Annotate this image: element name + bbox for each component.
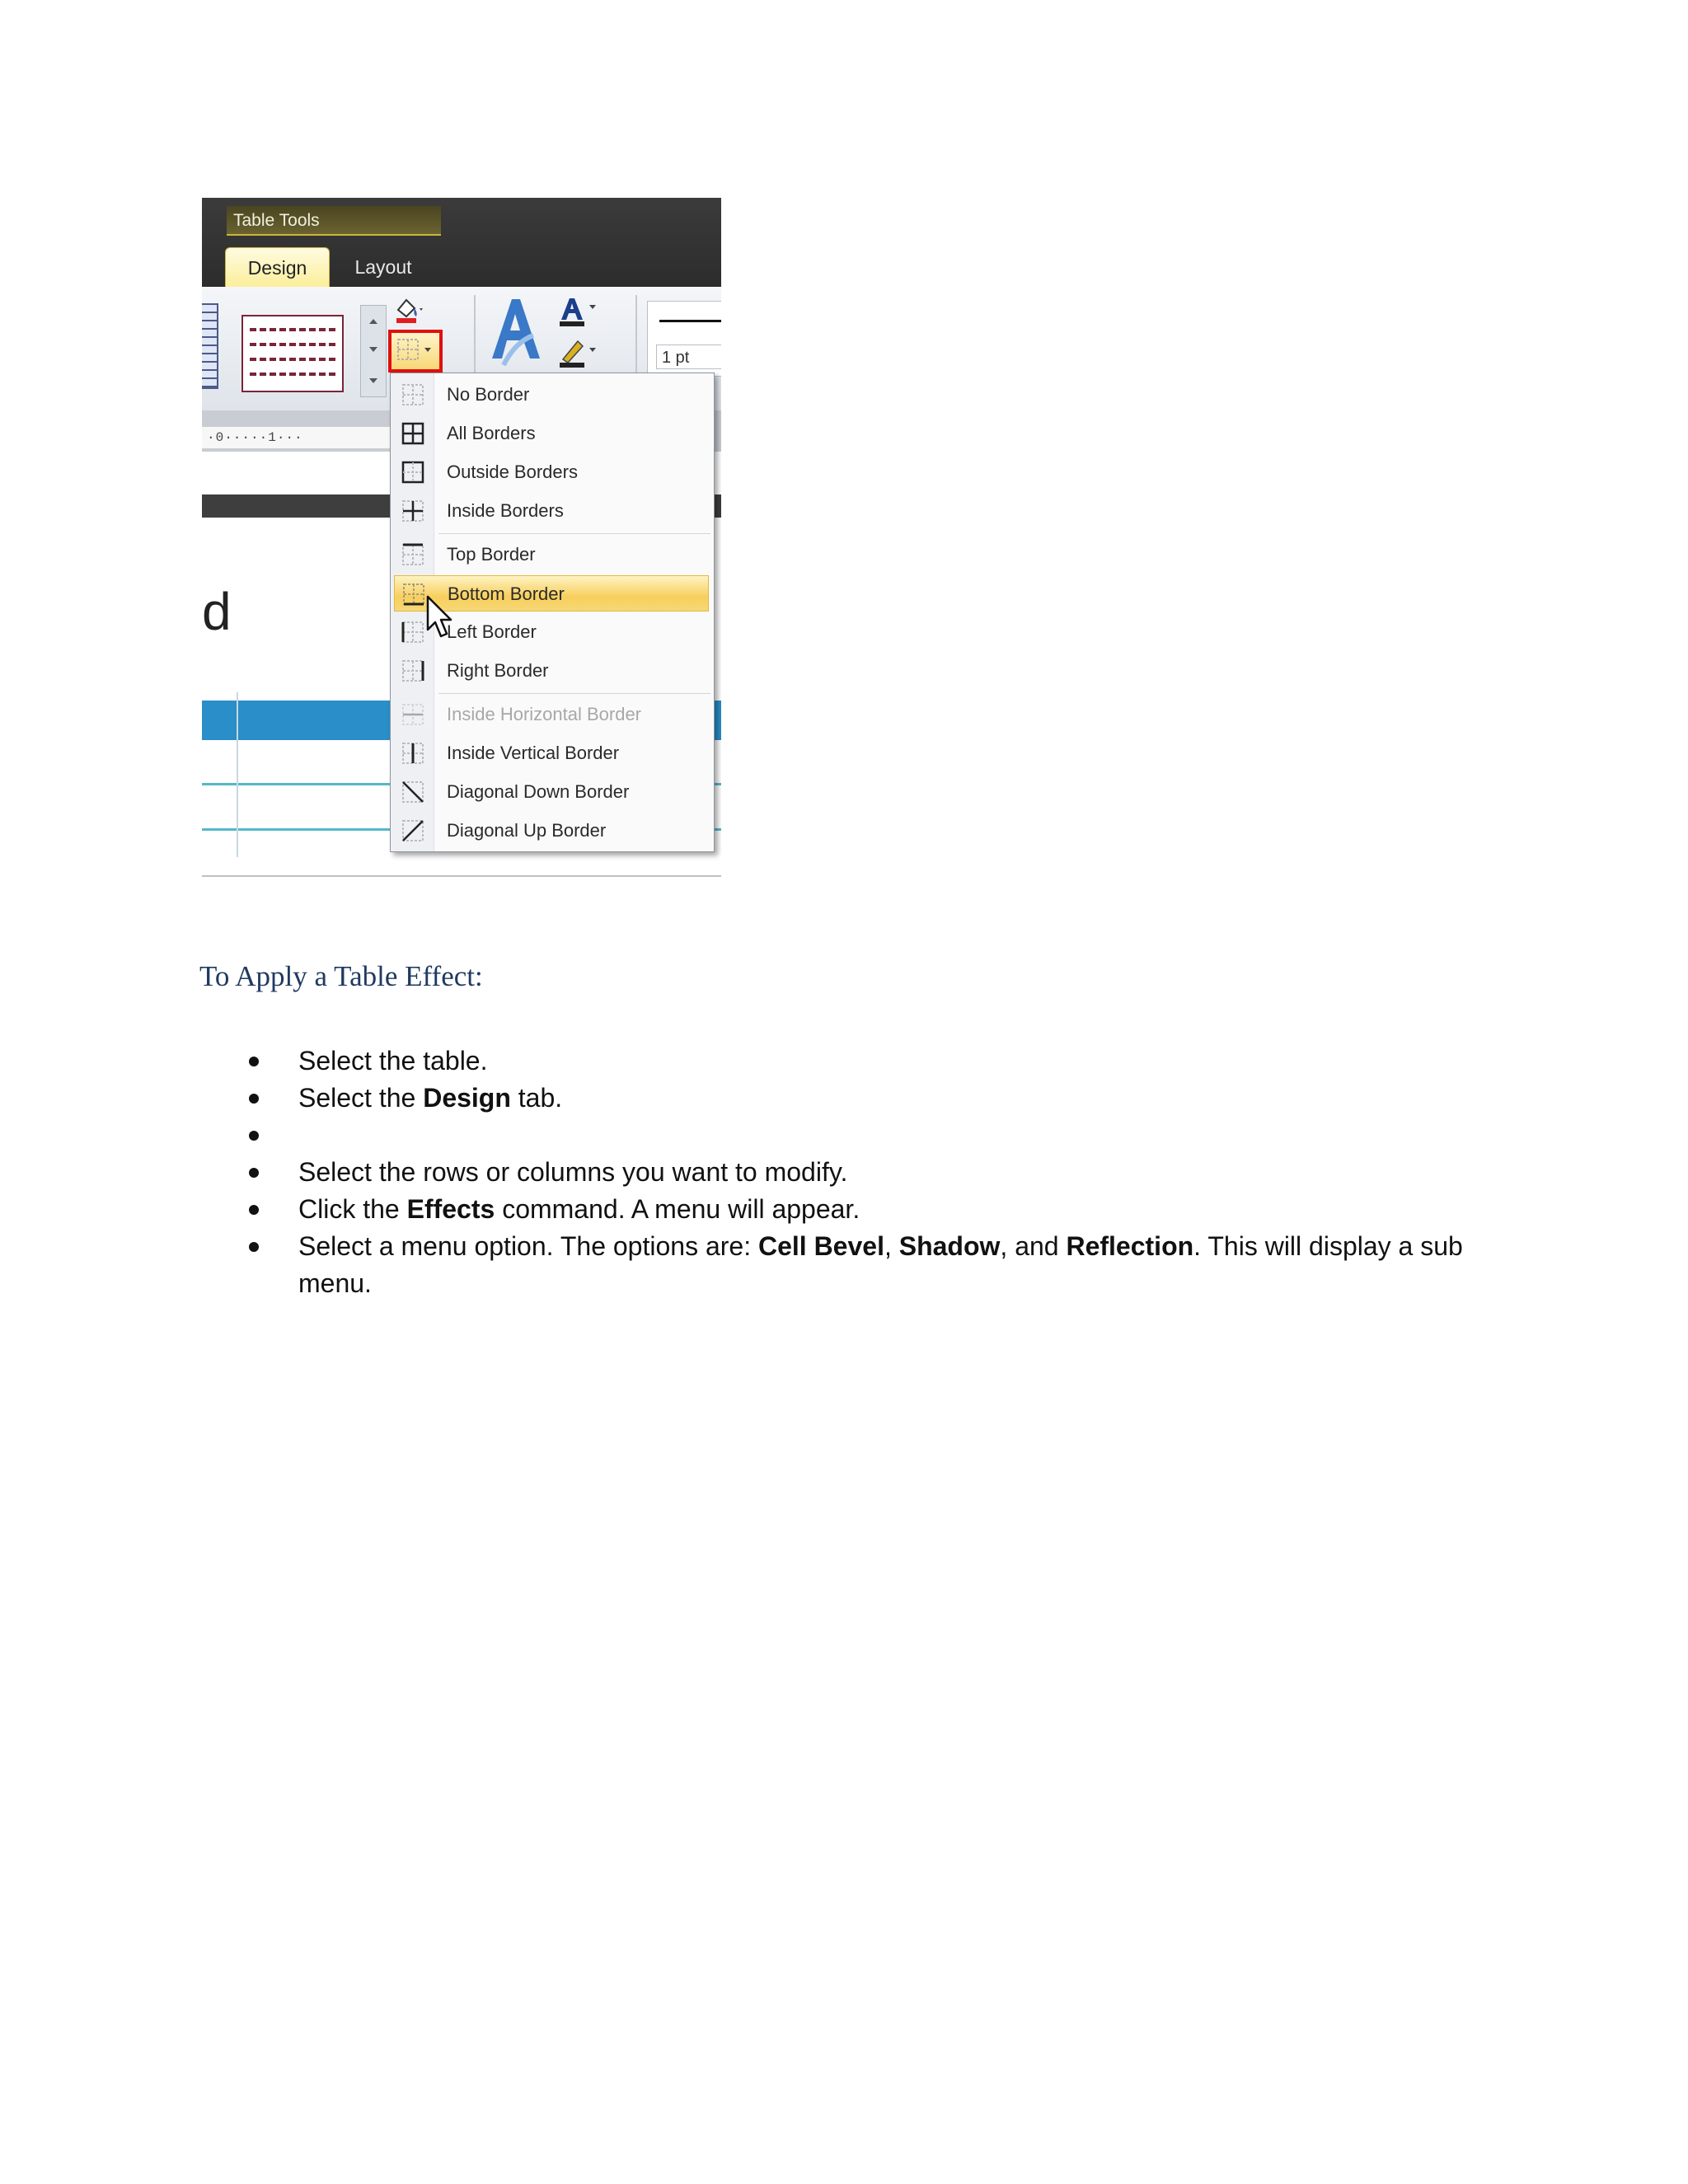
all-borders-icon <box>401 422 425 445</box>
styles-scroll-buttons[interactable] <box>360 305 387 397</box>
menu-item-label: No Border <box>447 384 530 405</box>
list-item <box>247 1080 1467 1117</box>
no-border-icon <box>401 383 425 406</box>
step-bold: Effects <box>406 1194 495 1224</box>
list-item <box>247 1154 1467 1191</box>
menu-item-diagonal-up-border[interactable] <box>394 813 709 849</box>
quick-styles-icon[interactable] <box>487 293 545 371</box>
step-text: Select a menu option. The options are: <box>298 1231 758 1261</box>
menu-separator <box>438 693 710 694</box>
inside-vertical-border-icon <box>401 742 425 765</box>
step-bold: Cell Bevel <box>757 1231 884 1261</box>
menu-item-right-border[interactable] <box>394 653 709 689</box>
bottom-border-icon <box>401 583 426 606</box>
diagonal-down-border-icon <box>401 780 425 804</box>
menu-item-label: Diagonal Down Border <box>447 781 630 802</box>
pen-weight-box[interactable] <box>647 301 721 377</box>
menu-item-label: Top Border <box>447 544 536 565</box>
pen-color-icon[interactable] <box>556 336 598 369</box>
menu-item-label: Left Border <box>447 621 537 642</box>
table-tools-label: Table Tools <box>227 206 441 236</box>
menu-item-label: Outside Borders <box>447 462 578 482</box>
step-text: , <box>884 1231 899 1261</box>
menu-item-top-border[interactable] <box>394 537 709 573</box>
menu-item-no-border[interactable] <box>394 377 709 413</box>
right-border-icon <box>401 659 425 682</box>
section-heading: To Apply a Table Effect: <box>199 960 483 992</box>
font-color-icon[interactable] <box>556 295 598 328</box>
step-bold: Design <box>423 1083 511 1113</box>
step-text: Click the <box>298 1194 407 1224</box>
table-bottom-line <box>202 875 721 877</box>
menu-item-inside-borders[interactable] <box>394 493 709 529</box>
shading-bucket-icon[interactable] <box>393 295 426 325</box>
step-text: tab. <box>510 1083 563 1113</box>
ribbon-title-bar <box>202 198 721 288</box>
table-style-thumbnail[interactable] <box>241 315 344 392</box>
menu-item-inside-horizontal-border[interactable] <box>394 696 709 733</box>
outside-borders-icon <box>401 461 425 484</box>
ribbon-screenshot <box>202 198 721 882</box>
menu-item-diagonal-down-border[interactable] <box>394 774 709 810</box>
inside-horizontal-border-icon <box>401 703 425 726</box>
menu-item-label: Inside Borders <box>447 500 564 521</box>
menu-item-label: Bottom Border <box>448 583 565 604</box>
menu-item-inside-vertical-border[interactable] <box>394 735 709 771</box>
step-text: Select the table. <box>298 1046 488 1076</box>
step-bold: Reflection <box>1066 1231 1194 1261</box>
table-column-line <box>237 692 238 857</box>
list-item <box>247 1191 1467 1228</box>
inside-borders-icon <box>401 499 425 523</box>
menu-item-label: Inside Horizontal Border <box>447 704 642 724</box>
step-text: , and <box>1000 1231 1067 1261</box>
menu-item-all-borders[interactable] <box>394 415 709 452</box>
menu-item-label: Diagonal Up Border <box>447 820 607 841</box>
step-text: . This will display a sub menu. <box>298 1231 1463 1298</box>
menu-item-label: All Borders <box>447 423 536 443</box>
menu-item-outside-borders[interactable] <box>394 454 709 490</box>
diagonal-up-border-icon <box>401 819 425 842</box>
menu-item-label: Right Border <box>447 660 549 681</box>
step-bold: Shadow <box>898 1231 1001 1261</box>
borders-dropdown-button[interactable] <box>388 330 443 373</box>
steps-list <box>247 1043 1467 1302</box>
menu-item-label: Inside Vertical Border <box>447 743 620 763</box>
step-text: command. A menu will appear. <box>495 1194 860 1224</box>
mouse-cursor-icon <box>424 595 457 641</box>
document-text: d <box>202 582 232 641</box>
left-border-icon <box>401 621 425 644</box>
list-item <box>247 1228 1467 1302</box>
tab-layout[interactable]: Layout <box>354 256 412 278</box>
list-item <box>247 1043 1467 1080</box>
step-text: Select the <box>298 1083 424 1113</box>
step-text: Select the rows or columns you want to modify. <box>298 1157 848 1187</box>
line-style-sample[interactable] <box>659 320 721 322</box>
ruler-ticks: ·0·····1··· <box>207 430 303 445</box>
list-item <box>247 1117 1467 1154</box>
top-border-icon <box>401 543 425 566</box>
tab-design[interactable]: Design <box>225 247 330 288</box>
pen-weight-select[interactable]: 1 pt <box>656 344 721 369</box>
table-style-thumbnail[interactable] <box>202 303 218 389</box>
menu-separator <box>438 533 710 534</box>
